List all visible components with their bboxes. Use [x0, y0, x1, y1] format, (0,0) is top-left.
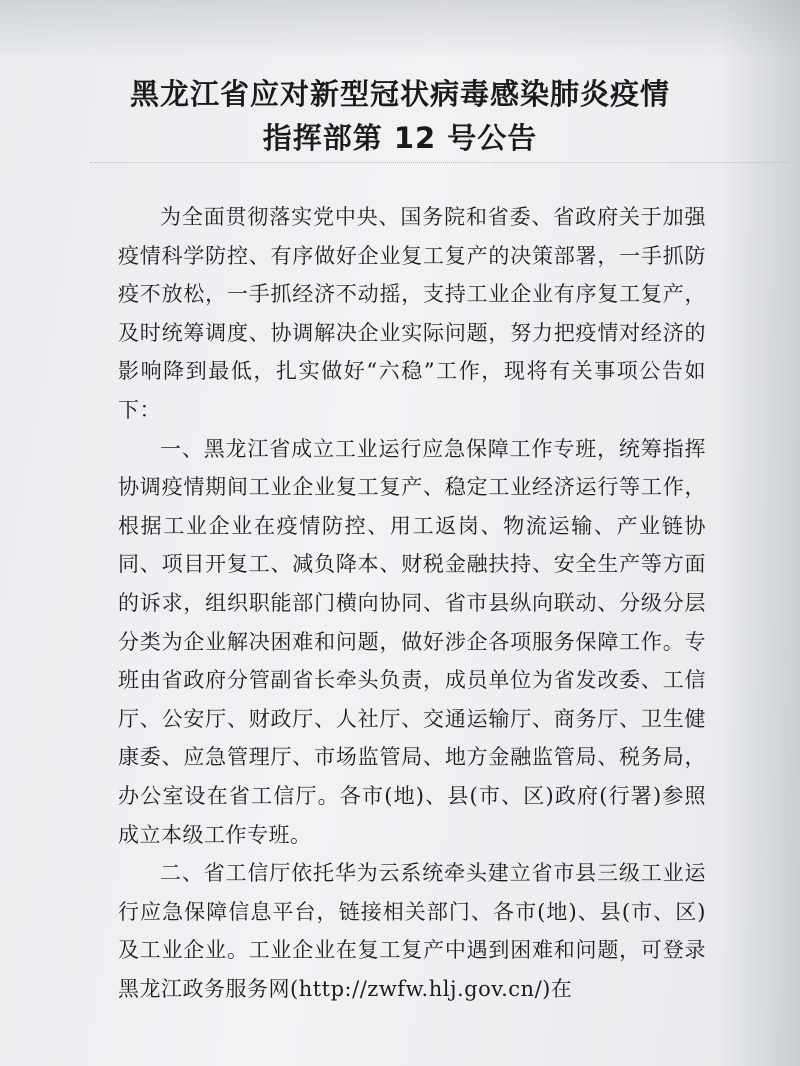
title-divider: [90, 162, 790, 163]
title-line-1: 黑龙江省应对新型冠状病毒感染肺炎疫情: [129, 77, 670, 111]
document-body: [118, 198, 706, 1008]
document-title: [0, 72, 800, 160]
paragraph-item-2: 二、省工信厅依托华为云系统牵头建立省市县三级工业运行应急保障信息平台，链接相关部门、各市(地)、县(市、区)及工业企业。工业企业在复工复产中遇到困难和问题，可登录黑龙江政务服务网(http://zwfw.hlj.gov.cn/)在: [118, 861, 706, 1001]
paper-shadow-top: [0, 0, 800, 60]
title-line-2: 指挥部第 12 号公告: [262, 121, 538, 155]
paragraph-intro: 为全面贯彻落实党中央、国务院和省委、省政府关于加强疫情科学防控、有序做好企业复工复产的决策部署，一手抓防疫不放松，一手抓经济不动摇，支持工业企业有序复工复产，及时统筹调度、协调解决企业实际问题，努力把疫情对经济的影响降到最低，扎实做好“六稳”工作，现将有关事项公告如下：: [118, 205, 706, 422]
paragraph-item-1: 一、黑龙江省成立工业运行应急保障工作专班，统筹指挥协调疫情期间工业企业复工复产、稳定工业经济运行等工作，根据工业企业在疫情防控、用工返岗、物流运输、产业链协同、项目开复工、减负降本、财税金融扶持、安全生产等方面的诉求，组织职能部门横向协同、省市县纵向联动、分级分层分类为企业解决困难和问题，做好涉企各项服务保障工作。专班由省政府分管副省长牵头负责，成员单位为省发改委、工信厅、公安厅、财政厅、人社厅、交通运输厅、商务厅、卫生健康委、应急管理厅、市场监管局、地方金融监管局、税务局，办公室设在省工信厅。各市(地)、县(市、区)政府(行署)参照成立本级工作专班。: [118, 436, 706, 847]
